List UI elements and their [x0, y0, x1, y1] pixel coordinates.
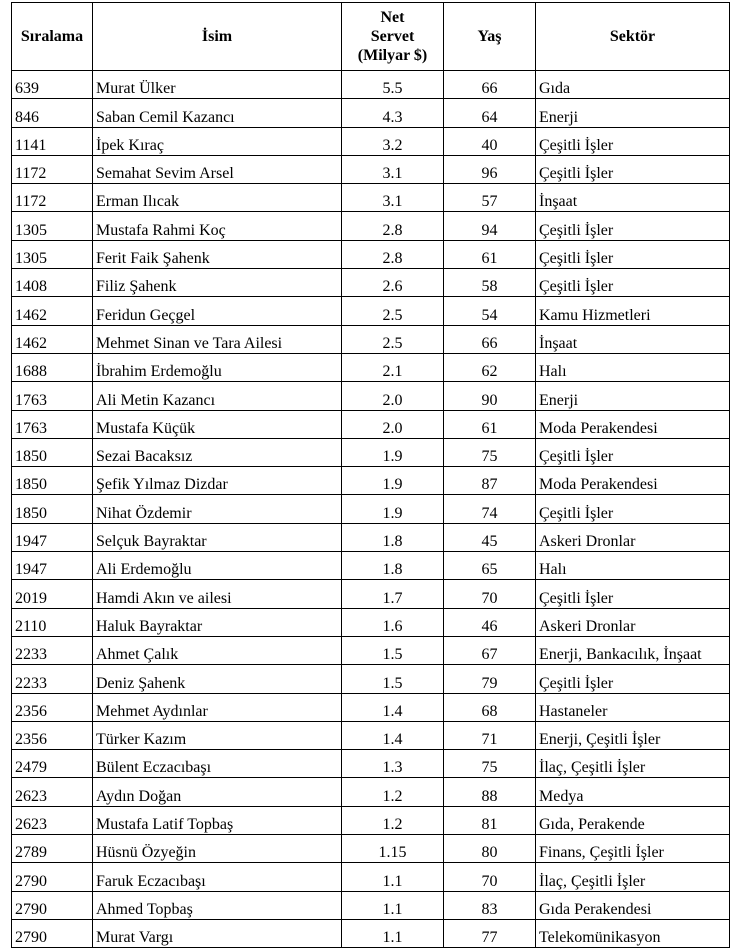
- table-row: [12, 721, 730, 749]
- table-row: [12, 269, 730, 297]
- table-row: [12, 155, 730, 183]
- age-cell: 68: [444, 693, 536, 721]
- sector-cell: Gıda, Perakende: [536, 806, 730, 834]
- table-row: [12, 438, 730, 466]
- rank-cell: 2233: [12, 665, 93, 693]
- table-row: [12, 382, 730, 410]
- net-worth-cell: 2.8: [342, 212, 444, 240]
- name-cell: İbrahim Erdemoğlu: [93, 353, 342, 381]
- age-cell: 79: [444, 665, 536, 693]
- name-cell: Mustafa Küçük: [93, 410, 342, 438]
- name-cell: Erman Ilıcak: [93, 184, 342, 212]
- sector-cell: Enerji, Çeşitli İşler: [536, 721, 730, 749]
- sector-cell: Askeri Dronlar: [536, 523, 730, 551]
- table-row: [12, 919, 730, 947]
- header-net-worth-line3: (Milyar $): [357, 47, 428, 64]
- age-cell: 40: [444, 127, 536, 155]
- rank-cell: 1172: [12, 155, 93, 183]
- age-cell: 58: [444, 269, 536, 297]
- header-net-worth: [342, 3, 444, 71]
- rank-cell: 1141: [12, 127, 93, 155]
- sector-cell: Çeşitli İşler: [536, 495, 730, 523]
- name-cell: Deniz Şahenk: [93, 665, 342, 693]
- net-worth-cell: 1.9: [342, 438, 444, 466]
- age-cell: 54: [444, 297, 536, 325]
- age-cell: 94: [444, 212, 536, 240]
- name-cell: Semahat Sevim Arsel: [93, 155, 342, 183]
- table-row: [12, 778, 730, 806]
- net-worth-cell: 2.0: [342, 410, 444, 438]
- rank-cell: 2790: [12, 891, 93, 919]
- net-worth-cell: 2.8: [342, 240, 444, 268]
- rank-cell: 1850: [12, 438, 93, 466]
- net-worth-cell: 3.1: [342, 155, 444, 183]
- age-cell: 45: [444, 523, 536, 551]
- net-worth-cell: 1.3: [342, 750, 444, 778]
- age-cell: 66: [444, 325, 536, 353]
- rank-cell: 1947: [12, 552, 93, 580]
- rank-cell: 1850: [12, 495, 93, 523]
- net-worth-cell: 1.2: [342, 778, 444, 806]
- age-cell: 66: [444, 71, 536, 99]
- sector-cell: Hastaneler: [536, 693, 730, 721]
- age-cell: 81: [444, 806, 536, 834]
- net-worth-cell: 1.7: [342, 580, 444, 608]
- header-sector: Sektör: [536, 3, 730, 71]
- age-cell: 90: [444, 382, 536, 410]
- age-cell: 46: [444, 608, 536, 636]
- sector-cell: Çeşitli İşler: [536, 127, 730, 155]
- table-row: [12, 863, 730, 891]
- sector-cell: Halı: [536, 552, 730, 580]
- rank-cell: 1408: [12, 269, 93, 297]
- net-worth-cell: 1.1: [342, 863, 444, 891]
- age-cell: 70: [444, 863, 536, 891]
- sector-cell: Çeşitli İşler: [536, 212, 730, 240]
- name-cell: Ahmed Topbaş: [93, 891, 342, 919]
- table-row: [12, 552, 730, 580]
- rank-cell: 846: [12, 99, 93, 127]
- name-cell: Ali Erdemoğlu: [93, 552, 342, 580]
- table-body: [12, 71, 730, 948]
- net-worth-cell: 1.4: [342, 693, 444, 721]
- table-row: [12, 325, 730, 353]
- net-worth-cell: 2.0: [342, 382, 444, 410]
- rank-cell: 2019: [12, 580, 93, 608]
- header-row: [12, 3, 730, 71]
- table-row: [12, 693, 730, 721]
- table-row: [12, 580, 730, 608]
- name-cell: Selçuk Bayraktar: [93, 523, 342, 551]
- net-worth-cell: 2.5: [342, 325, 444, 353]
- table-row: [12, 353, 730, 381]
- header-rank: Sıralama: [12, 3, 93, 71]
- net-worth-cell: 4.3: [342, 99, 444, 127]
- header-age: Yaş: [444, 3, 536, 71]
- name-cell: İpek Kıraç: [93, 127, 342, 155]
- age-cell: 57: [444, 184, 536, 212]
- name-cell: Hamdi Akın ve ailesi: [93, 580, 342, 608]
- table-row: [12, 835, 730, 863]
- net-worth-cell: 1.8: [342, 523, 444, 551]
- name-cell: Murat Vargı: [93, 919, 342, 947]
- rank-cell: 2623: [12, 778, 93, 806]
- net-worth-cell: 2.5: [342, 297, 444, 325]
- age-cell: 87: [444, 467, 536, 495]
- rank-cell: 1763: [12, 410, 93, 438]
- sector-cell: Çeşitli İşler: [536, 155, 730, 183]
- name-cell: Hüsnü Özyeğin: [93, 835, 342, 863]
- table-row: [12, 750, 730, 778]
- rank-cell: 2356: [12, 721, 93, 749]
- age-cell: 80: [444, 835, 536, 863]
- net-worth-cell: 1.9: [342, 467, 444, 495]
- header-net-worth-line1: Net: [380, 9, 405, 26]
- net-worth-cell: 1.15: [342, 835, 444, 863]
- age-cell: 61: [444, 410, 536, 438]
- billionaires-table: [11, 2, 730, 948]
- table-row: [12, 495, 730, 523]
- name-cell: Nihat Özdemir: [93, 495, 342, 523]
- name-cell: Ahmet Çalık: [93, 636, 342, 664]
- rank-cell: 1172: [12, 184, 93, 212]
- net-worth-cell: 1.5: [342, 636, 444, 664]
- rank-cell: 1850: [12, 467, 93, 495]
- table-row: [12, 636, 730, 664]
- table-row: [12, 240, 730, 268]
- net-worth-cell: 1.5: [342, 665, 444, 693]
- table-row: [12, 806, 730, 834]
- sector-cell: İnşaat: [536, 184, 730, 212]
- table-row: [12, 127, 730, 155]
- table-row: [12, 410, 730, 438]
- sector-cell: Moda Perakendesi: [536, 410, 730, 438]
- sector-cell: Çeşitli İşler: [536, 665, 730, 693]
- header-name: İsim: [93, 3, 342, 71]
- name-cell: Mehmet Sinan ve Tara Ailesi: [93, 325, 342, 353]
- name-cell: Mustafa Latif Topbaş: [93, 806, 342, 834]
- sector-cell: Çeşitli İşler: [536, 269, 730, 297]
- sector-cell: Kamu Hizmetleri: [536, 297, 730, 325]
- rank-cell: 1763: [12, 382, 93, 410]
- age-cell: 67: [444, 636, 536, 664]
- sector-cell: Moda Perakendesi: [536, 467, 730, 495]
- table-row: [12, 99, 730, 127]
- net-worth-cell: 1.6: [342, 608, 444, 636]
- name-cell: Şefik Yılmaz Dizdar: [93, 467, 342, 495]
- sector-cell: Askeri Dronlar: [536, 608, 730, 636]
- age-cell: 83: [444, 891, 536, 919]
- sector-cell: Çeşitli İşler: [536, 580, 730, 608]
- rank-cell: 1688: [12, 353, 93, 381]
- age-cell: 70: [444, 580, 536, 608]
- net-worth-cell: 5.5: [342, 71, 444, 99]
- sector-cell: Telekomünikasyon: [536, 919, 730, 947]
- net-worth-cell: 1.9: [342, 495, 444, 523]
- age-cell: 74: [444, 495, 536, 523]
- table-row: [12, 467, 730, 495]
- sector-cell: Gıda Perakendesi: [536, 891, 730, 919]
- header-net-worth-line2: Servet: [370, 28, 415, 45]
- name-cell: Ferit Faik Şahenk: [93, 240, 342, 268]
- rank-cell: 2789: [12, 835, 93, 863]
- name-cell: Haluk Bayraktar: [93, 608, 342, 636]
- rank-cell: 1305: [12, 212, 93, 240]
- table-row: [12, 665, 730, 693]
- rank-cell: 2790: [12, 863, 93, 891]
- sector-cell: İlaç, Çeşitli İşler: [536, 750, 730, 778]
- sector-cell: Çeşitli İşler: [536, 438, 730, 466]
- age-cell: 96: [444, 155, 536, 183]
- name-cell: Bülent Eczacıbaşı: [93, 750, 342, 778]
- age-cell: 75: [444, 750, 536, 778]
- table-row: [12, 71, 730, 99]
- sector-cell: İnşaat: [536, 325, 730, 353]
- age-cell: 65: [444, 552, 536, 580]
- name-cell: Türker Kazım: [93, 721, 342, 749]
- age-cell: 71: [444, 721, 536, 749]
- rank-cell: 2356: [12, 693, 93, 721]
- rank-cell: 2623: [12, 806, 93, 834]
- table-row: [12, 891, 730, 919]
- age-cell: 77: [444, 919, 536, 947]
- net-worth-cell: 1.1: [342, 891, 444, 919]
- name-cell: Sezai Bacaksız: [93, 438, 342, 466]
- sector-cell: Gıda: [536, 71, 730, 99]
- rank-cell: 2110: [12, 608, 93, 636]
- rank-cell: 2233: [12, 636, 93, 664]
- rank-cell: 1462: [12, 325, 93, 353]
- name-cell: Saban Cemil Kazancı: [93, 99, 342, 127]
- name-cell: Mehmet Aydınlar: [93, 693, 342, 721]
- age-cell: 75: [444, 438, 536, 466]
- table-row: [12, 523, 730, 551]
- net-worth-cell: 3.2: [342, 127, 444, 155]
- sector-cell: Finans, Çeşitli İşler: [536, 835, 730, 863]
- sector-cell: Enerji: [536, 99, 730, 127]
- rank-cell: 2790: [12, 919, 93, 947]
- net-worth-cell: 3.1: [342, 184, 444, 212]
- age-cell: 64: [444, 99, 536, 127]
- name-cell: Mustafa Rahmi Koç: [93, 212, 342, 240]
- name-cell: Feridun Geçgel: [93, 297, 342, 325]
- net-worth-cell: 1.4: [342, 721, 444, 749]
- age-cell: 61: [444, 240, 536, 268]
- net-worth-cell: 1.8: [342, 552, 444, 580]
- sector-cell: Medya: [536, 778, 730, 806]
- table-row: [12, 184, 730, 212]
- sector-cell: Çeşitli İşler: [536, 240, 730, 268]
- sector-cell: İlaç, Çeşitli İşler: [536, 863, 730, 891]
- sector-cell: Enerji: [536, 382, 730, 410]
- net-worth-cell: 1.1: [342, 919, 444, 947]
- net-worth-cell: 2.6: [342, 269, 444, 297]
- table-row: [12, 297, 730, 325]
- rank-cell: 1462: [12, 297, 93, 325]
- name-cell: Faruk Eczacıbaşı: [93, 863, 342, 891]
- rank-cell: 1305: [12, 240, 93, 268]
- name-cell: Ali Metin Kazancı: [93, 382, 342, 410]
- table-row: [12, 212, 730, 240]
- name-cell: Aydın Doğan: [93, 778, 342, 806]
- net-worth-cell: 2.1: [342, 353, 444, 381]
- age-cell: 62: [444, 353, 536, 381]
- sector-cell: Enerji, Bankacılık, İnşaat: [536, 636, 730, 664]
- age-cell: 88: [444, 778, 536, 806]
- rank-cell: 639: [12, 71, 93, 99]
- sector-cell: Halı: [536, 353, 730, 381]
- rank-cell: 2479: [12, 750, 93, 778]
- net-worth-cell: 1.2: [342, 806, 444, 834]
- rank-cell: 1947: [12, 523, 93, 551]
- table-row: [12, 608, 730, 636]
- name-cell: Murat Ülker: [93, 71, 342, 99]
- name-cell: Filiz Şahenk: [93, 269, 342, 297]
